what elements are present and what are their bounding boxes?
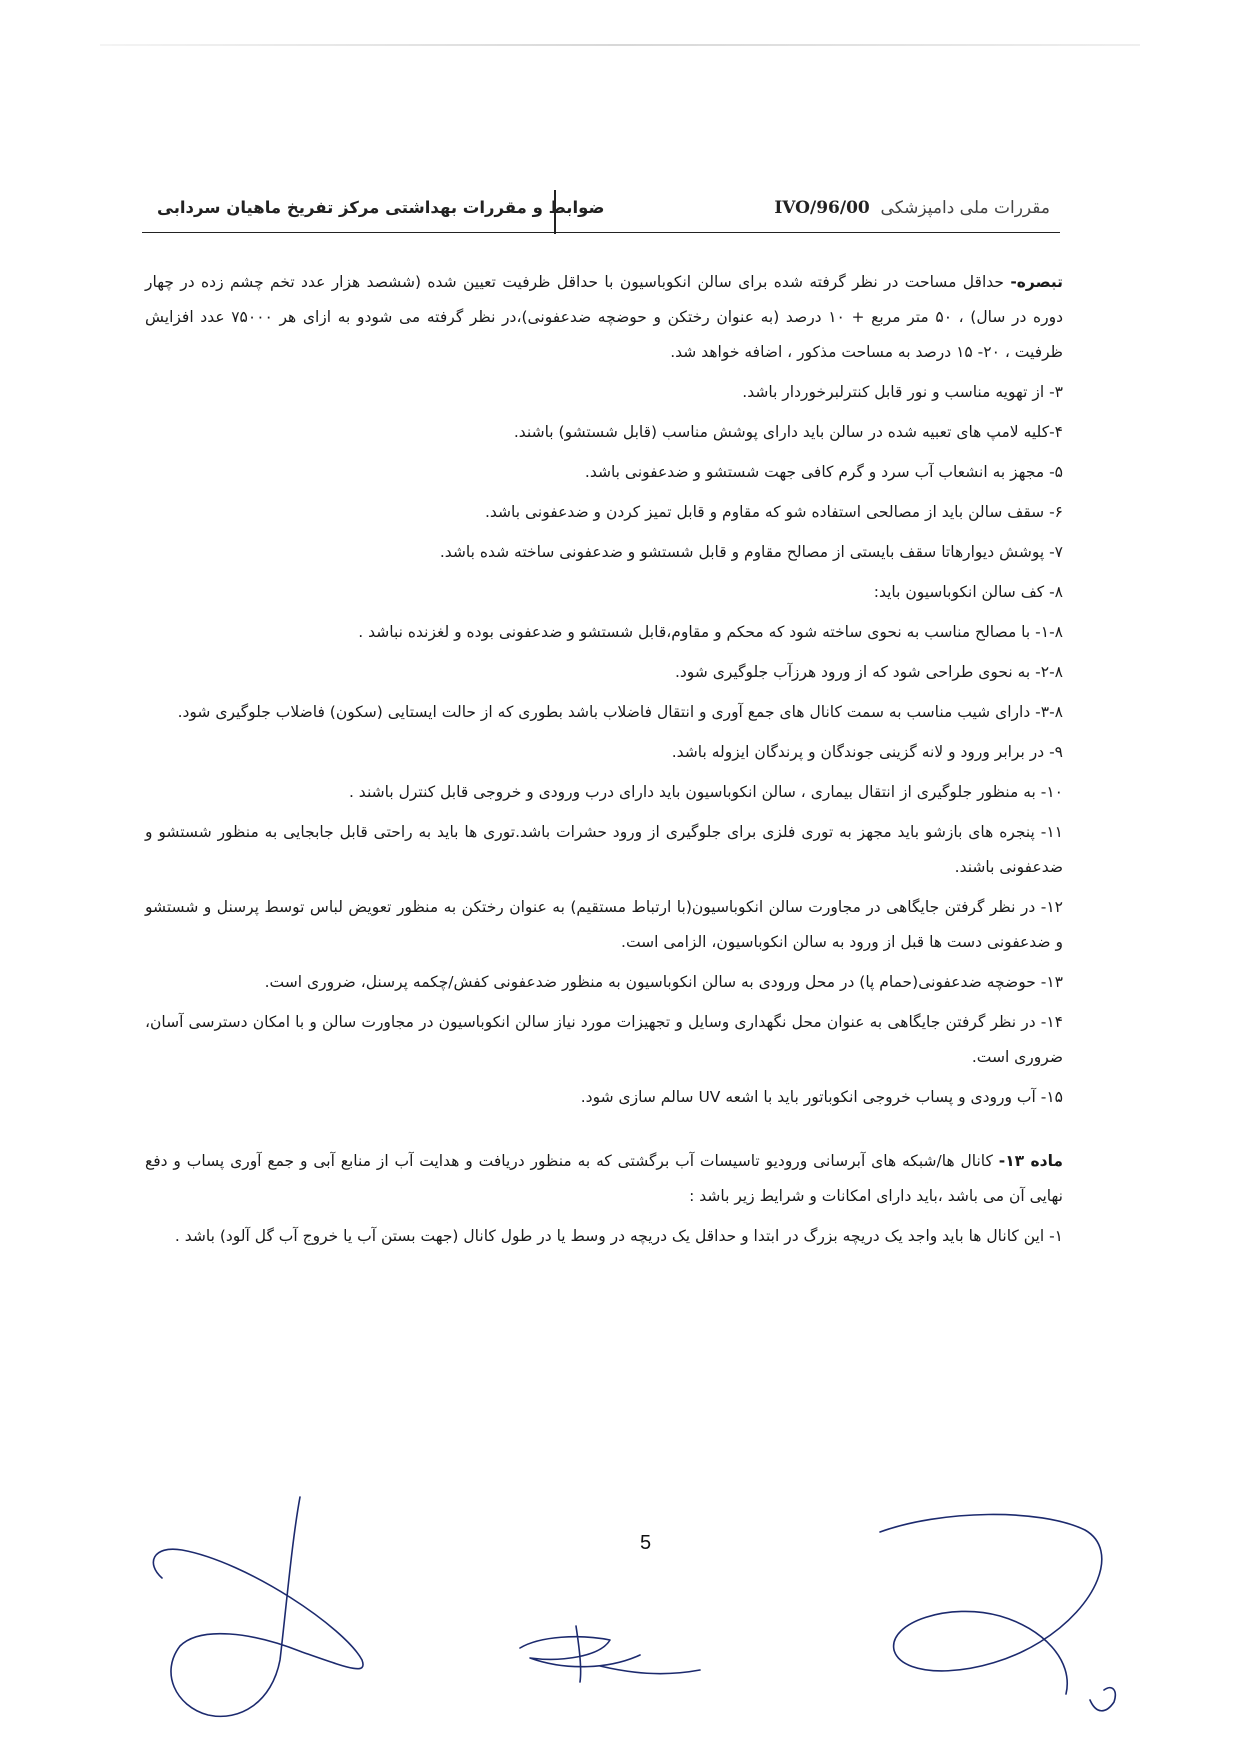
list-item: ۳- از تهویه مناسب و نور قابل کنترلبرخوردار باشد. <box>742 383 1063 401</box>
header-reference <box>774 198 1050 218</box>
document-code: 96/00/IVO <box>774 198 870 218</box>
article-paragraph <box>145 1144 1063 1214</box>
list-item: ۹- در برابر ورود و لانه گزینی جوندگان و پرندگان ایزوله باشد. <box>671 743 1063 761</box>
article-list-item: ۱- این کانال ها باید واجد یک دریچه بزرگ در ابتدا و حداقل یک دریچه در وسط یا در طول کانال (جهت بستن آب یا خروج آب گل آلود) باشد . <box>174 1227 1063 1245</box>
list-item: ۸- کف سالن انکوباسیون باید: <box>873 583 1063 601</box>
signature-right <box>880 1514 1115 1710</box>
list-item: ۱۲- در نظر گرفتن جایگاهی در مجاورت سالن انکوباسیون(با ارتباط مستقیم) به عنوان رختکن به منظور تعویض لباس توسط پرسنل و شستشو و ضدعفونی دست ها قبل از ورود به سالن انکوباسیون، الزامی است. <box>145 898 1063 951</box>
list-item: ۱-۸- با مصالح مناسب به نحوی ساخته شود که محکم و مقاوم،قابل شستشو و ضدعفونی بوده و لغزنده نباشد . <box>358 623 1063 641</box>
list-item: ۱۱- پنجره های بازشو باید مجهز به توری فلزی برای جلوگیری از ورود حشرات باشد.توری ها باید به راحتی قابل جابجایی به منظور شستشو و ضدعفونی باشند. <box>145 823 1063 876</box>
article-text: کانال ها/شبکه های آبرسانی ورودیو تاسیسات آب برگشتی که به منظور دریافت و هدایت آب از منابع آبی و جمع آوری پساب و دفع نهایی آن می باشد ،باید دارای امکانات و شرایط زیر باشد : <box>145 1152 1063 1205</box>
note-label: تبصره- <box>1010 273 1063 291</box>
page-header <box>142 190 1060 233</box>
header-title: ضوابط و مقررات بهداشتی مرکز تفریخ ماهیان سردابی <box>157 198 605 217</box>
signature-left <box>153 1497 363 1716</box>
note-text: حداقل مساحت در نظر گرفته شده برای سالن انکوباسیون با حداقل ظرفیت تعیین شده (ششصد هزار عدد تخم چشم زده در چهار دوره در سال) ، ۵۰ متر مربع + ۱۰ درصد (به عنوان رختکن و حوضچه ضدعفونی)،در نظر گرفته می شودو به ازای هر ۷۵۰۰۰ عدد افزایش ظرفیت ، ۲۰- ۱۵ درصد به مساحت مذکور ، اضافه خواهد شد. <box>145 273 1063 361</box>
list-item: ۴-کلیه لامپ های تعبیه شده در سالن باید دارای پوشش مناسب (قابل شستشو) باشند. <box>513 423 1063 441</box>
list-item: ۱۰- به منظور جلوگیری از انتقال بیماری ، سالن انکوباسیون باید دارای درب ورودی و خروجی قابل کنترل باشند . <box>348 783 1063 801</box>
list-item: ۲-۸- به نحوی طراحی شود که از ورود هرزآب جلوگیری شود. <box>674 663 1063 681</box>
section-gap <box>145 1120 1063 1144</box>
document-body <box>145 265 1063 1259</box>
list-item: ۱۵- آب ورودی و پساب خروجی انکوباتور باید با اشعه UV سالم سازی شود. <box>580 1088 1063 1106</box>
list-item: ۱۴- در نظر گرفتن جایگاهی به عنوان محل نگهداری وسایل و تجهیزات مورد نیاز سالن انکوباسیون در مجاورت سالن و با امکان دسترسی آسان، ضروری است. <box>145 1013 1063 1066</box>
list-item: ۳-۸- دارای شیب مناسب به سمت کانال های جمع آوری و انتقال فاضلاب باشد بطوری که از حالت ایستایی (سکون) فاضلاب جلوگیری شود. <box>177 703 1063 721</box>
list-item: ۵- مجهز به انشعاب آب سرد و گرم کافی جهت شستشو و ضدعفونی باشد. <box>584 463 1063 481</box>
signature-middle <box>520 1626 700 1682</box>
top-rule <box>100 44 1140 46</box>
list-item: ۱۳- حوضچه ضدعفونی(حمام پا) در محل ورودی به سالن انکوباسیون به منظور ضدعفونی کفش/چکمه پرسنل، ضروری است. <box>264 973 1063 991</box>
header-prefix: مقررات ملی دامپزشکی <box>880 198 1050 218</box>
list-item: ۷- پوشش دیوارهاتا سقف بایستی از مصالح مقاوم و قابل شستشو و ضدعفونی ساخته شده باشد. <box>439 543 1063 561</box>
note-paragraph <box>145 265 1063 370</box>
list-item: ۶- سقف سالن باید از مصالحی استفاده شو که مقاوم و قابل تمیز کردن و ضدعفونی باشد. <box>484 503 1063 521</box>
page-number: 5 <box>640 1532 652 1554</box>
article-label: ماده ۱۳- <box>998 1152 1063 1170</box>
